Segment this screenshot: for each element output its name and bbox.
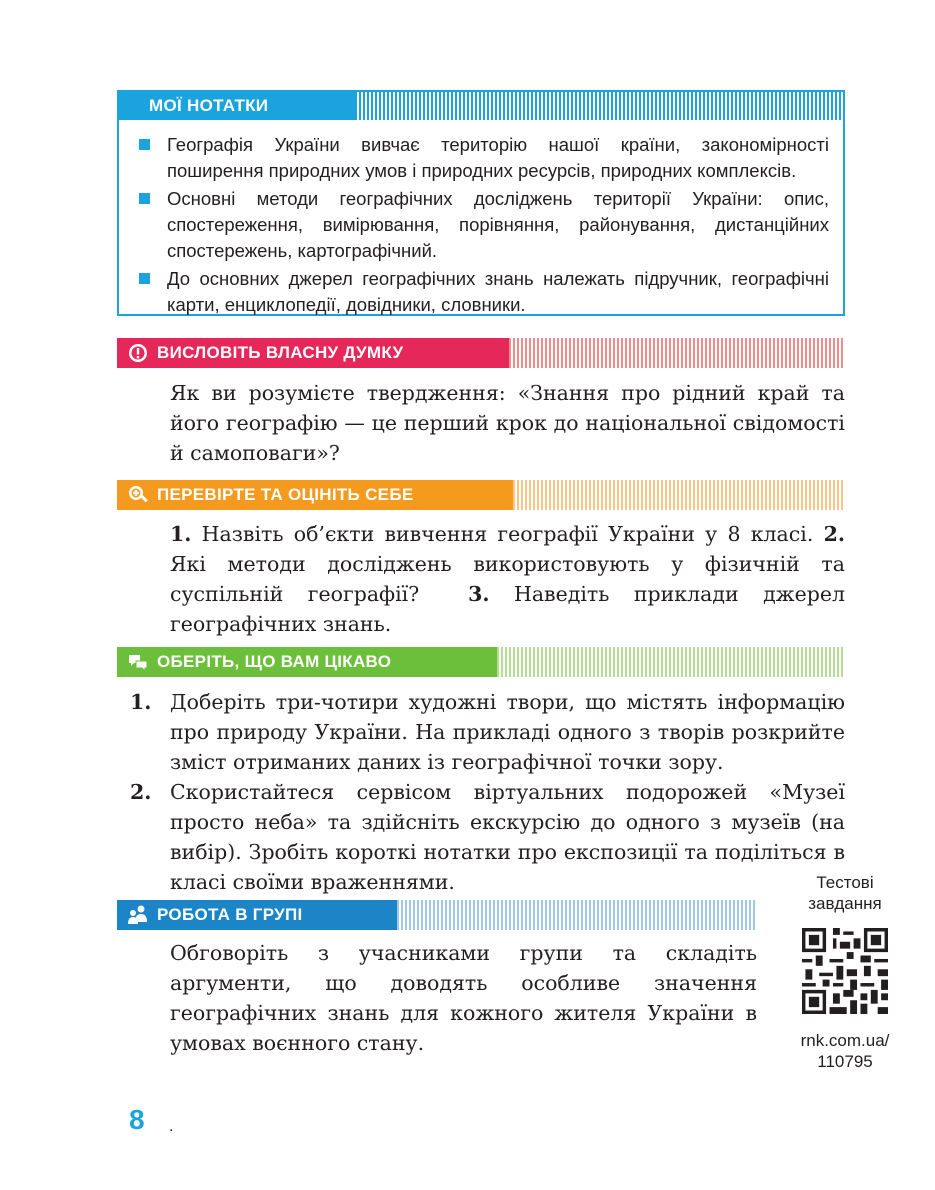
check-title: ПЕРЕВІРТЕ ТА ОЦІНІТЬ СЕБЕ: [157, 485, 414, 504]
exclamation-icon: [127, 342, 149, 364]
item-text: Доберіть три-чотири художні твори, що містять інформацію про природу України. На прикладі одного з творів розкрийте зміст отриманих даних із географічної точки зору.: [170, 690, 845, 774]
check-title-block: [117, 480, 513, 510]
notes-item: Основні методи географічних досліджень території України: опис, спостереження, вимірювання, порівняння, районування, дистанційних спостережень, картографічний.: [133, 186, 829, 264]
group-header: [117, 900, 757, 930]
question-number: 1.: [170, 522, 192, 546]
notes-item: До основних джерел географічних знань належать підручник, географічні карти, енциклопедії, довідники, словники.: [133, 266, 829, 318]
opinion-stripes: [509, 338, 845, 368]
check-stripes: [513, 480, 845, 510]
list-item: [130, 777, 845, 897]
check-header: [117, 480, 845, 510]
opinion-text: Як ви розумієте твердження: «Знання про рідний край та його географію — це перший крок до національної свідомості й самоповаги»?: [170, 381, 845, 465]
question-number: 3.: [468, 582, 490, 606]
question-text: Наведіть приклади джерел географічних знань.: [170, 582, 845, 636]
item-text: Скористайтеся сервісом віртуальних подорожей «Музеї просто неба» та здійсніть екскурсію до одного з музеїв (на вибір). Зробіть короткі нотатки про експозиції та поділіться в класі своїми враженнями.: [170, 780, 845, 894]
check-text: [170, 519, 845, 639]
group-title: РОБОТА В ГРУПІ: [157, 905, 303, 924]
choose-title-block: [117, 647, 497, 677]
notes-item: Географія України вивчає територію нашої країни, закономірності поширення природних умов і природних ресурсів, природних комплексів.: [133, 132, 829, 184]
test-label: Тестові завдання: [808, 873, 882, 913]
list-item: [130, 687, 845, 777]
question-text: Які методи досліджень використовують у фізичній та суспільній географії?: [170, 552, 845, 606]
choose-list: [130, 687, 845, 897]
choose-stripes: [497, 647, 845, 677]
qr-code-icon[interactable]: [802, 928, 888, 1014]
group-stripes: [397, 900, 757, 930]
choose-header: [117, 647, 845, 677]
people-icon: [127, 904, 149, 926]
notes-header: [119, 92, 843, 120]
page-number: 8: [129, 1104, 145, 1135]
choose-title: ОБЕРІТЬ, ЩО ВАМ ЦІКАВО: [157, 652, 392, 671]
notes-stripes: [355, 92, 843, 120]
magnifier-icon: [127, 484, 149, 506]
group-title-block: [117, 900, 397, 930]
item-number: 1.: [130, 690, 152, 714]
group-text: Обговоріть з учасниками групи та складіть аргументи, що доводять особливе значення географічних знань для кожного жителя України в умовах воєнного стану.: [170, 941, 757, 1055]
item-number: 2.: [130, 780, 152, 804]
notes-list: [133, 132, 829, 320]
opinion-header: [117, 338, 845, 368]
page-dot: .: [169, 1118, 174, 1135]
notes-box: [117, 90, 845, 316]
test-link[interactable]: rnk.com.ua/ 110795: [800, 1031, 890, 1071]
question-text: Назвіть об’єкти вивчення географії України у 8 класі.: [201, 522, 814, 546]
opinion-title-block: [117, 338, 509, 368]
opinion-title: ВИСЛОВІТЬ ВЛАСНУ ДУМКУ: [157, 343, 404, 362]
question-number: 2.: [823, 522, 845, 546]
chat-icon: [127, 651, 149, 673]
notes-title: МОЇ НОТАТКИ: [119, 92, 355, 120]
